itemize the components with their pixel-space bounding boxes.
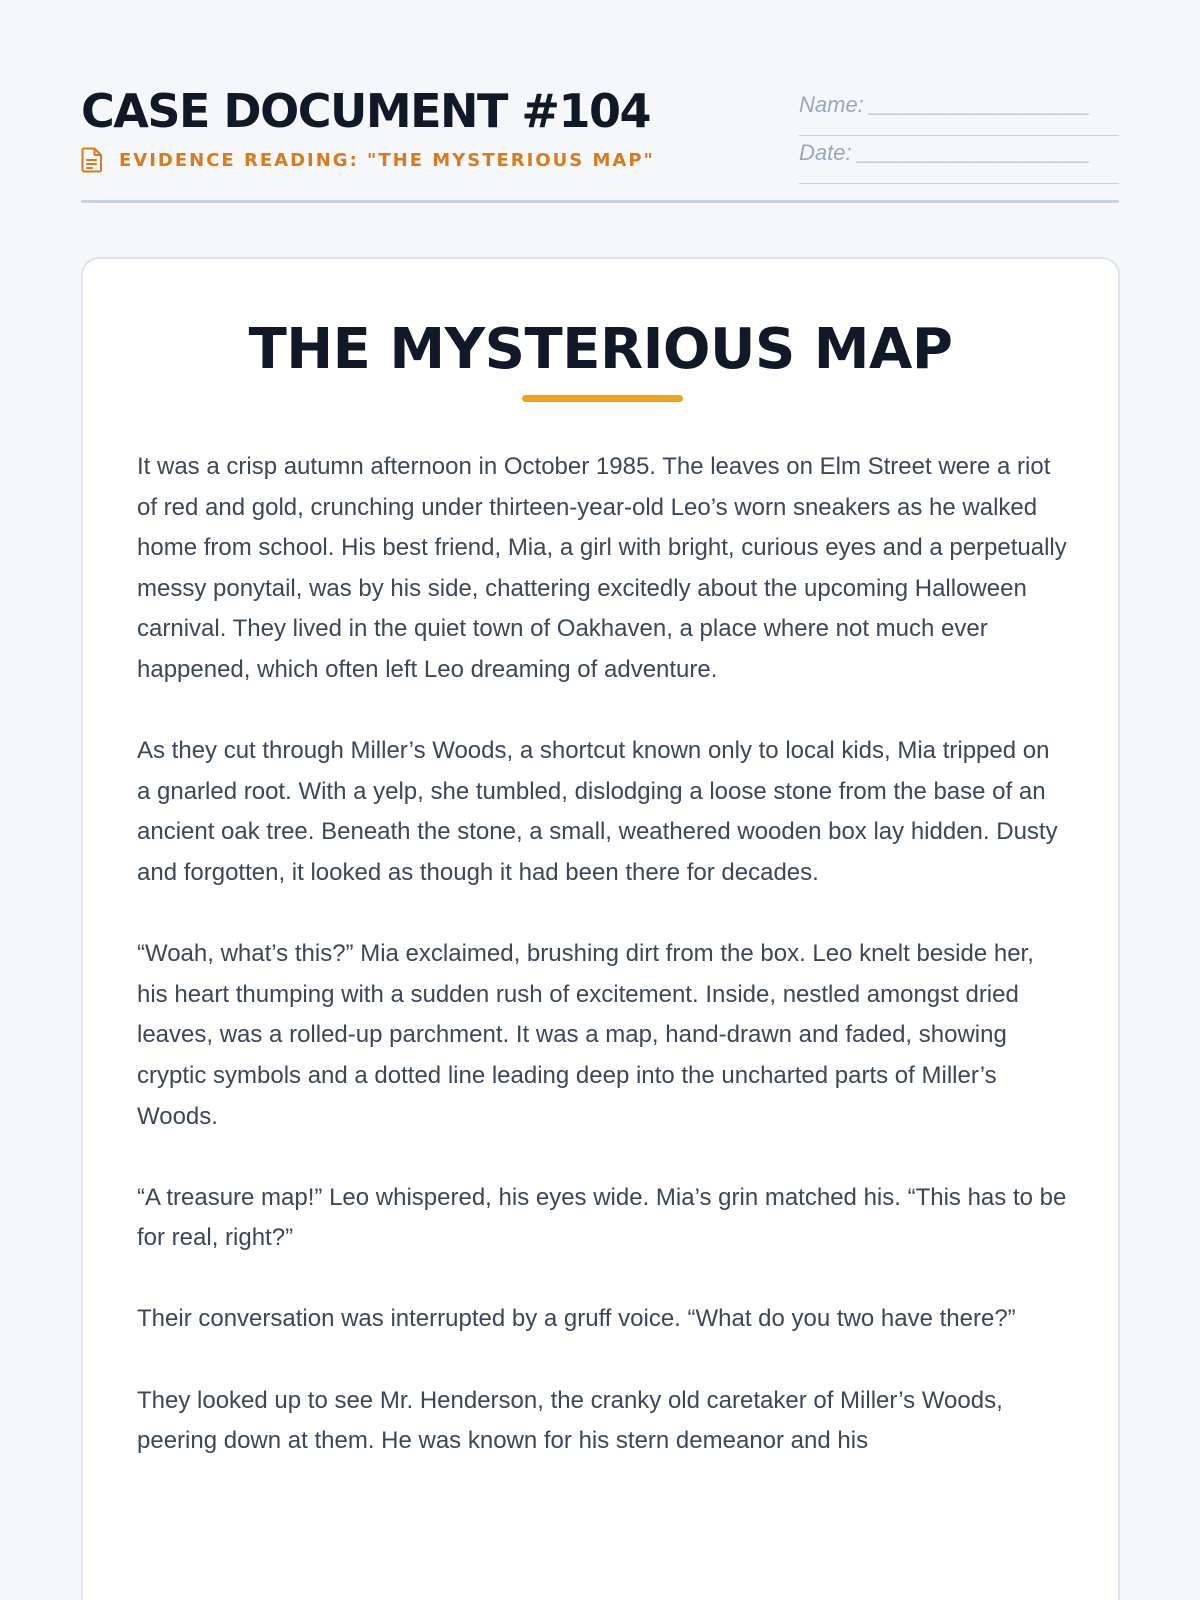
date-field[interactable]: Date: ___________________ [799,136,1119,184]
story-paragraph: Their conversation was interrupted by a gruff voice. “What do you two have there?” [137,1305,1016,1333]
story-paragraph: “A treasure map!” Leo whispered, his eyes wide. Mia’s grin matched his. “This has to be for real, right?” [137,1183,1067,1252]
story-paragraph: They looked up to see Mr. Henderson, the cranky old caretaker of Miller’s Woods, peering down at them. He was known for his stern demeanor and his [137,1386,1003,1455]
evidence-subtitle: EVIDENCE READING: "THE MYSTERIOUS MAP" [119,149,655,171]
story-body [137,447,1067,1502]
document-header [81,0,1119,203]
story-paragraph: “Woah, what’s this?” Mia exclaimed, brushing dirt from the box. Leo knelt beside her, his heart thumping with a sudden rush of excitement. Inside, nestled amongst dried leaves, was a rolled-up parchment. It was a map, hand-drawn and faded, showing cryptic symbols and a dotted line leading deep into the uncharted parts of Miller’s Woods. [137,940,1034,1130]
story-paragraph: As they cut through Miller’s Woods, a shortcut known only to local kids, Mia tripped on a gnarled root. With a yelp, she tumbled, dislodging a loose stone from the base of an ancient oak tree. Beneath the stone, a small, weathered wooden box lay hidden. Dusty and forgotten, it looked as though it had been there for decades. [137,737,1058,886]
story-paragraph: It was a crisp autumn afternoon in October 1985. The leaves on Elm Street were a riot of red and gold, crunching under thirteen-year-old Leo’s worn sneakers as he walked home from school. His best friend, Mia, a girl with bright, curious eyes and a perpetually messy ponytail, was by his side, chattering excitedly about the upcoming Halloween carnival. They lived in the quiet town of Oakhaven, a place where not much ever happened, which often left Leo dreaming of adventure. [137,453,1067,683]
story-title: THE MYSTERIOUS MAP [248,317,953,382]
evidence-subtitle-row [81,147,655,173]
title-underline [522,395,683,402]
document-icon [81,147,103,173]
student-info-fields [799,88,1119,184]
name-field[interactable]: Name: __________________ [799,88,1119,136]
document-title: CASE DOCUMENT #104 [81,84,650,138]
reading-card [81,257,1120,1600]
